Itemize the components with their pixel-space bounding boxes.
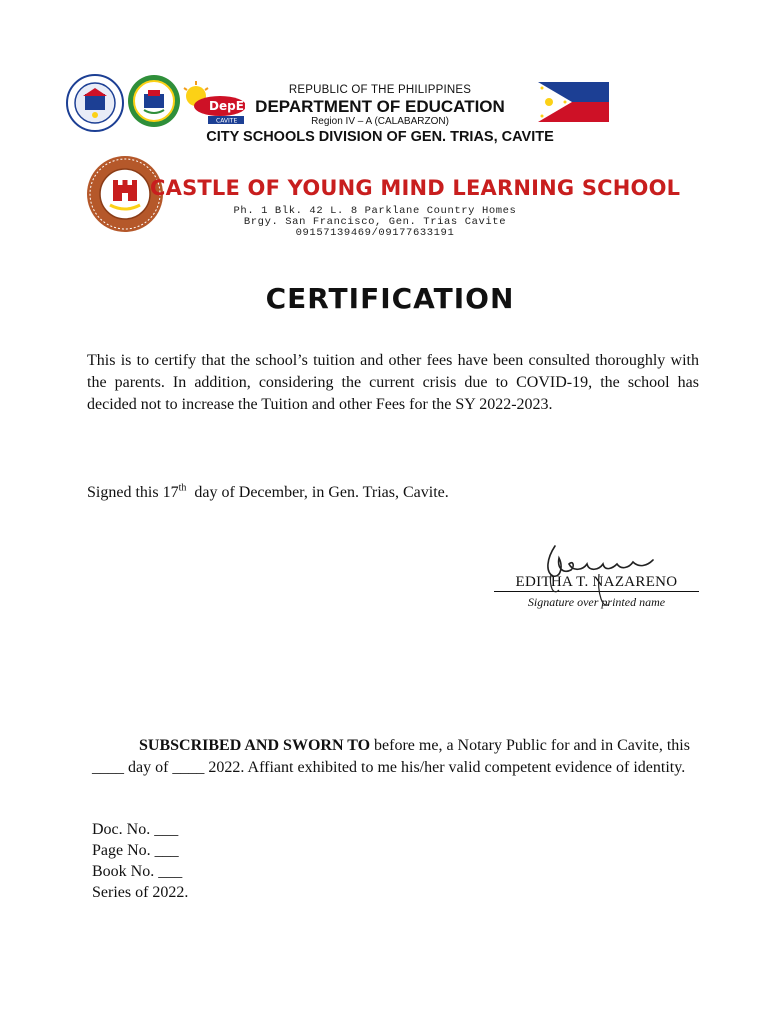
certification-body: This is to certify that the school’s tuition and other fees have been consulted thoroughly with the parents. In addition, considering the current crisis due to COVID-19, the school has decided not to increase the Tuition and other Fees for the SY 2022-2023. <box>87 352 699 413</box>
signed-day-suffix: th <box>178 482 187 494</box>
handwritten-signature <box>543 538 663 618</box>
signed-suffix: day of December, in Gen. Trias, Cavite. <box>186 484 449 501</box>
doc-number-line: Doc. No. ___ <box>92 821 179 838</box>
series-line: Series of 2022. <box>92 884 189 901</box>
subscribed-sworn-heading: SUBSCRIBED AND SWORN TO <box>139 737 371 754</box>
division-header: CITY SCHOOLS DIVISION OF GEN. TRIAS, CAVITE <box>206 129 554 145</box>
certification-title: CERTIFICATION <box>265 282 515 315</box>
page-number-line: Page No. ___ <box>92 842 179 859</box>
notary-jurat-paragraph <box>92 735 700 779</box>
jurat-text: before me, a Notary Public for and in Cavite, this ____ day of ____ 2022. Affiant exhibited to me his/her valid competent evidence of identity. <box>92 737 690 776</box>
school-address-line1: Ph. 1 Blk. 42 L. 8 Parklane Country Homes <box>233 205 517 217</box>
deped-seal-logo <box>66 74 124 132</box>
school-name: CASTLE OF YOUNG MIND LEARNING SCHOOL <box>150 176 681 200</box>
deped-cavite-logo-subtext: CAVITE <box>216 117 238 124</box>
city-division-seal-logo <box>127 74 181 128</box>
region-header: Region IV – A (CALABARZON) <box>311 116 449 127</box>
school-address-line2: Brgy. San Francisco, Gen. Trias Cavite <box>243 216 507 228</box>
signatory-caption: Signature over printed name <box>527 595 666 609</box>
school-contact-numbers: 09157139469/09177633191 <box>295 227 455 239</box>
signatory-name: EDITHA T. NAZARENO <box>494 573 699 592</box>
book-number-line: Book No. ___ <box>92 863 183 880</box>
signed-date-line <box>87 482 707 504</box>
deped-cavite-logo-text: DepED <box>209 99 252 113</box>
republic-header: REPUBLIC OF THE PHILIPPINES <box>288 84 472 96</box>
signed-prefix: Signed this 17 <box>87 484 179 501</box>
department-header: DEPARTMENT OF EDUCATION <box>255 97 505 116</box>
